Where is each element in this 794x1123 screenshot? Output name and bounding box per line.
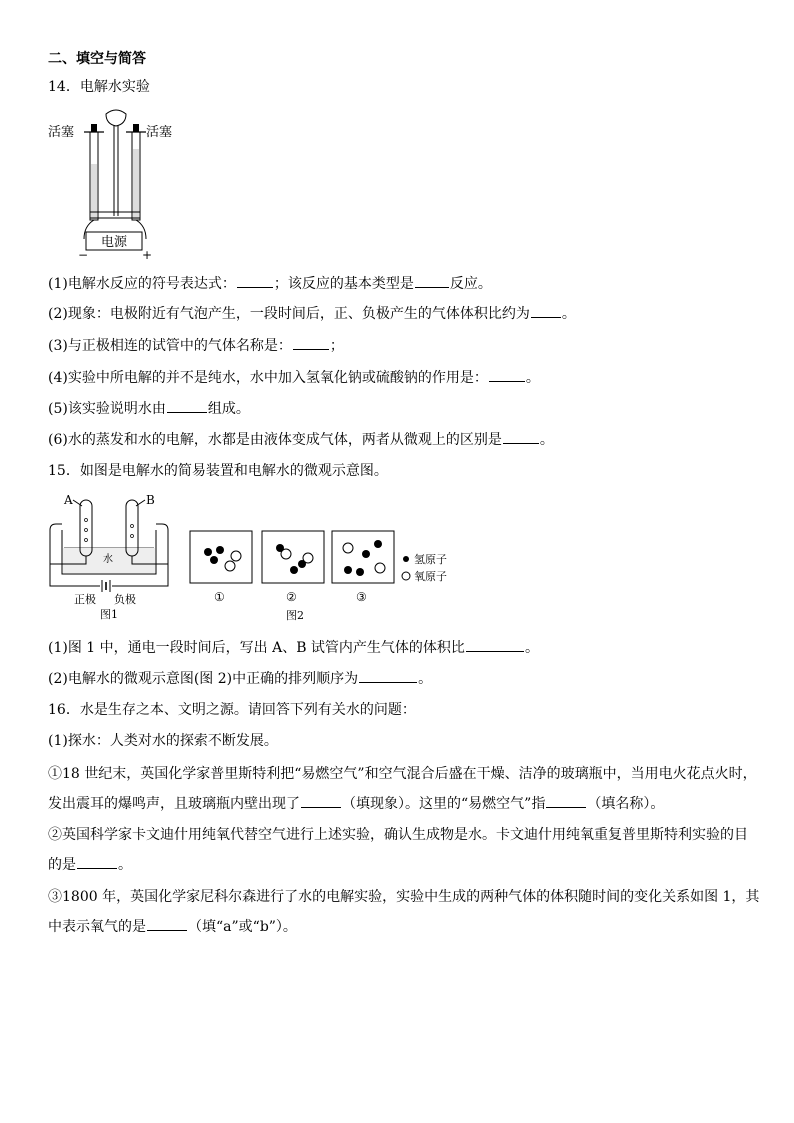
answer-blank[interactable] xyxy=(489,369,525,382)
q16-p1-line2: 发出震耳的爆鸣声，且玻璃瓶内壁出现了 （填现象）。这里的“易燃空气”指 （填名称）。 xyxy=(48,796,665,812)
answer-blank[interactable] xyxy=(167,400,207,413)
answer-blank[interactable] xyxy=(237,275,273,288)
answer-blank[interactable] xyxy=(531,305,561,318)
answer-blank[interactable] xyxy=(415,275,449,288)
q14-electrolysis-figure xyxy=(48,104,188,262)
q16-p1-line1: ①18 世纪末，英国化学家普里斯特利把“易燃空气”和空气混合后盛在干燥、洁净的玻璃瓶中，当用电火花点火时， xyxy=(48,766,757,782)
q16-p2-line1: ②英国科学家卡文迪什用纯氧代替空气进行上述实验，确认生成物是水。卡文迪什用纯氧重复普里斯特利实验的目 xyxy=(48,827,748,843)
q16-p3-line2: 中表示氧气的是 （填“a”或“b”）。 xyxy=(48,919,297,935)
tube-a-label: A xyxy=(64,493,73,507)
negative-label: 负极 xyxy=(114,593,136,606)
panel-label-3: ③ xyxy=(356,590,367,604)
q14-item-1: (1)电解水反应的符号表达式： ；该反应的基本类型是 反应。 xyxy=(48,276,492,292)
panel-label-1: ① xyxy=(214,590,225,604)
q14-item-2: (2)现象：电极附近有气泡产生，一段时间后，正、负极产生的气体体积比约为 。 xyxy=(48,306,576,322)
q14-item-6: (6)水的蒸发和水的电解，水都是由液体变成气体，两者从微观上的区别是 。 xyxy=(48,432,554,448)
power-label: 电源 xyxy=(100,235,128,250)
minus-label: − xyxy=(78,248,89,262)
answer-blank[interactable] xyxy=(466,639,524,652)
valve-label-right: 活塞 xyxy=(146,125,173,140)
water-label: 水 xyxy=(103,554,113,565)
plus-label: + xyxy=(142,248,153,262)
legend-oxygen: 氧原子 xyxy=(414,570,447,583)
q16-p2-line2: 的是 。 xyxy=(48,857,132,873)
valve-label-left: 活塞 xyxy=(48,125,75,140)
answer-blank[interactable] xyxy=(147,918,187,931)
answer-blank[interactable] xyxy=(359,670,417,683)
answer-blank[interactable] xyxy=(301,795,341,808)
q15-figure-2 xyxy=(188,528,468,628)
q14-item-3: (3)与正极相连的试管中的气体名称是： ； xyxy=(48,338,344,354)
q15-figure-1 xyxy=(48,490,172,620)
section-heading: 二、填空与简答 xyxy=(48,51,146,67)
tube-b-label: B xyxy=(146,493,155,507)
q16-title: 16．水是生存之本、文明之源。请回答下列有关水的问题： xyxy=(48,702,416,718)
figure-2-caption: 图2 xyxy=(286,609,304,622)
legend-hydrogen: 氢原子 xyxy=(414,553,447,566)
q16-sub1: (1)探水：人类对水的探索不断发展。 xyxy=(48,733,278,749)
answer-blank[interactable] xyxy=(293,337,329,350)
q15-item-2: (2)电解水的微观示意图(图 2)中正确的排列顺序为 。 xyxy=(48,671,433,687)
answer-blank[interactable] xyxy=(77,856,117,869)
panel-label-2: ② xyxy=(286,590,297,604)
q14-title: 14．电解水实验 xyxy=(48,79,150,95)
q15-item-1: (1)图 1 中，通电一段时间后，写出 A、B 试管内产生气体的体积比 。 xyxy=(48,640,539,656)
figure-1-caption: 图1 xyxy=(100,608,118,620)
positive-label: 正极 xyxy=(74,593,96,606)
answer-blank[interactable] xyxy=(546,795,586,808)
answer-blank[interactable] xyxy=(503,431,539,444)
q15-title: 15．如图是电解水的简易装置和电解水的微观示意图。 xyxy=(48,463,388,479)
q14-item-4: (4)实验中所电解的并不是纯水，水中加入氢氧化钠或硫酸钠的作用是： 。 xyxy=(48,370,540,386)
q14-item-5: (5)该实验说明水由 组成。 xyxy=(48,401,250,417)
q16-p3-line1: ③1800 年，英国化学家尼科尔森进行了水的电解实验，实验中生成的两种气体的体积随时间的变化关系如图 1，其 xyxy=(48,889,760,905)
